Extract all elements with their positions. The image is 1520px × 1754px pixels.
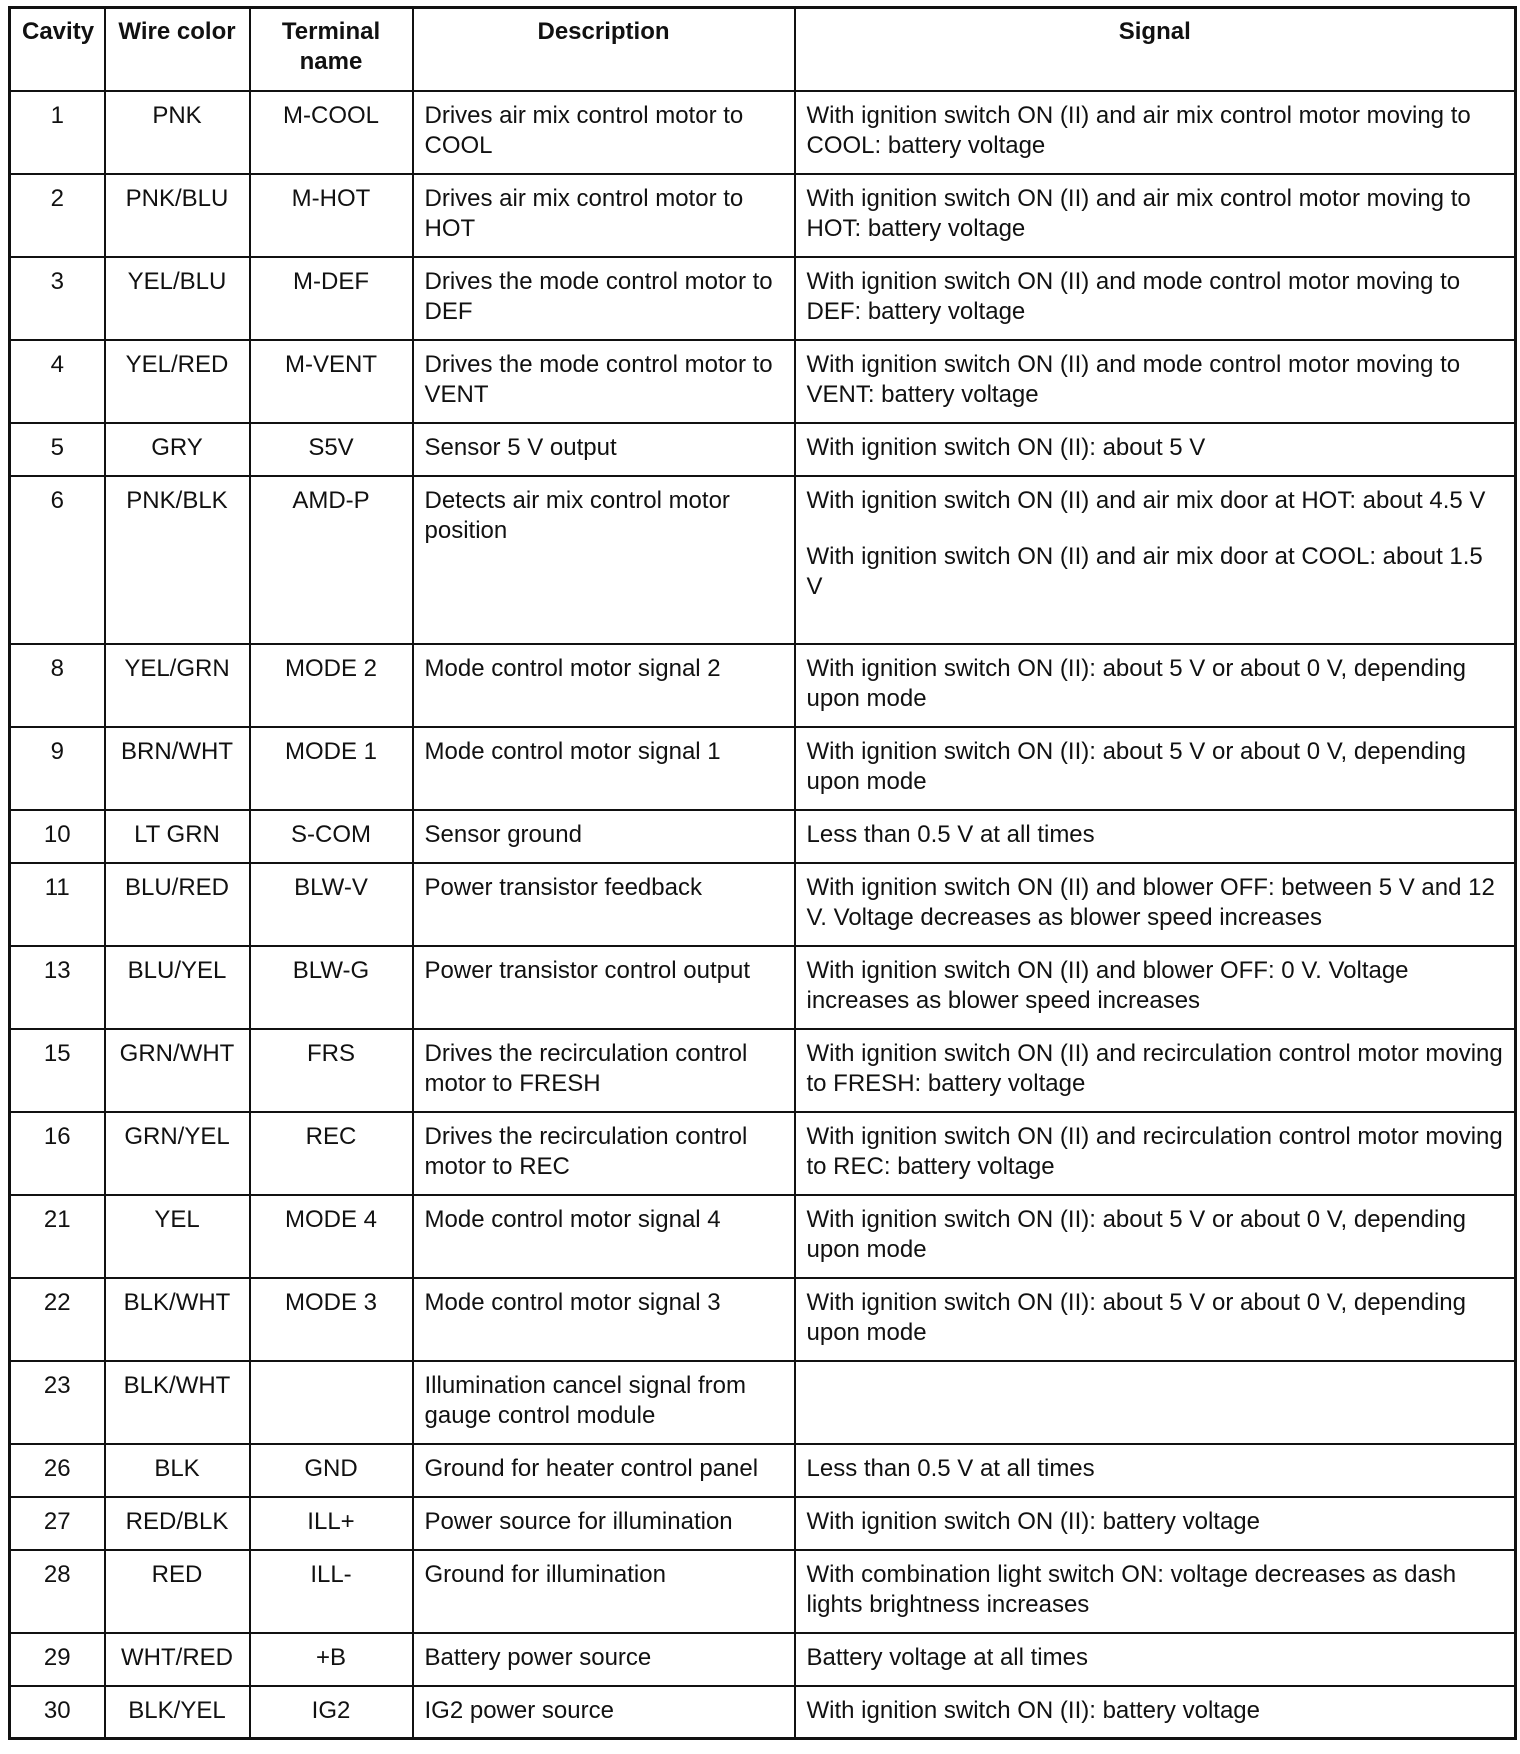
signal-text: With ignition switch ON (II): about 5 V or about 0 V, depending upon mode	[806, 654, 1466, 712]
signal-cell	[795, 1550, 1516, 1633]
signal-cell	[795, 1112, 1516, 1195]
signal-text: With ignition switch ON (II) and air mix door at HOT: about 4.5 V	[806, 486, 1486, 514]
wire-color-cell: RED	[105, 1550, 250, 1633]
terminal-name-cell: BLW-V	[250, 863, 413, 946]
description-cell: Drives the mode control motor to VENT	[413, 340, 795, 423]
cavity-cell: 1	[10, 91, 105, 174]
signal-text: With ignition switch ON (II): about 5 V or about 0 V, depending upon mode	[806, 1205, 1466, 1263]
signal-text: Less than 0.5 V at all times	[806, 820, 1095, 848]
header-wire-color: Wire color	[105, 8, 250, 91]
signal-text: With ignition switch ON (II): about 5 V	[806, 433, 1206, 461]
wire-color-cell: GRN/YEL	[105, 1112, 250, 1195]
cavity-cell: 29	[10, 1633, 105, 1686]
wire-color-cell: GRN/WHT	[105, 1029, 250, 1112]
terminal-name-cell: AMD-P	[250, 476, 413, 644]
signal-text: With ignition switch ON (II): about 5 V or about 0 V, depending upon mode	[806, 737, 1466, 795]
table-row	[10, 174, 1516, 257]
table-row	[10, 1497, 1516, 1550]
wire-color-cell: YEL	[105, 1195, 250, 1278]
description-cell: Ground for illumination	[413, 1550, 795, 1633]
terminal-name-cell: MODE 2	[250, 644, 413, 727]
cavity-cell: 10	[10, 810, 105, 863]
cavity-cell: 8	[10, 644, 105, 727]
wire-color-cell: BLK/WHT	[105, 1278, 250, 1361]
terminal-name-cell: IG2	[250, 1686, 413, 1739]
signal-text: With ignition switch ON (II) and mode control motor moving to DEF: battery voltage	[806, 267, 1461, 325]
description-cell: Power transistor control output	[413, 946, 795, 1029]
header-description: Description	[413, 8, 795, 91]
table-row	[10, 863, 1516, 946]
wire-color-cell: BLK/YEL	[105, 1686, 250, 1739]
signal-cell	[795, 946, 1516, 1029]
cavity-cell: 30	[10, 1686, 105, 1739]
signal-cell	[795, 1633, 1516, 1686]
table-row	[10, 340, 1516, 423]
signal-cell	[795, 1444, 1516, 1497]
signal-text: With ignition switch ON (II) and blower OFF: between 5 V and 12 V. Voltage decreases as blower speed increases	[806, 873, 1495, 931]
signal-text: With ignition switch ON (II): battery voltage	[806, 1696, 1260, 1724]
terminal-name-cell: MODE 1	[250, 727, 413, 810]
wire-color-cell: YEL/RED	[105, 340, 250, 423]
wire-color-cell: PNK/BLK	[105, 476, 250, 644]
description-cell: IG2 power source	[413, 1686, 795, 1739]
signal-text: With ignition switch ON (II) and air mix control motor moving to COOL: battery voltage	[806, 101, 1471, 159]
terminal-name-cell: M-COOL	[250, 91, 413, 174]
description-cell: Drives the mode control motor to DEF	[413, 257, 795, 340]
wire-color-cell: YEL/BLU	[105, 257, 250, 340]
table-row	[10, 1686, 1516, 1739]
wire-color-cell: YEL/GRN	[105, 644, 250, 727]
wire-color-cell: WHT/RED	[105, 1633, 250, 1686]
table-row	[10, 257, 1516, 340]
signal-cell	[795, 91, 1516, 174]
cavity-cell: 11	[10, 863, 105, 946]
cavity-cell: 3	[10, 257, 105, 340]
table-row	[10, 1029, 1516, 1112]
table-body	[10, 91, 1516, 1739]
cavity-cell: 15	[10, 1029, 105, 1112]
table-row	[10, 1361, 1516, 1444]
table-row	[10, 423, 1516, 476]
signal-cell	[795, 1361, 1516, 1444]
signal-text: Less than 0.5 V at all times	[806, 1454, 1095, 1482]
signal-cell	[795, 644, 1516, 727]
cavity-cell: 9	[10, 727, 105, 810]
description-cell: Mode control motor signal 3	[413, 1278, 795, 1361]
table-row	[10, 1550, 1516, 1633]
table-row	[10, 476, 1516, 644]
description-cell: Sensor ground	[413, 810, 795, 863]
signal-text: With ignition switch ON (II): about 5 V or about 0 V, depending upon mode	[806, 1288, 1466, 1346]
signal-cell	[795, 423, 1516, 476]
cavity-cell: 28	[10, 1550, 105, 1633]
terminal-name-cell	[250, 1361, 413, 1444]
signal-text: With ignition switch ON (II): battery voltage	[806, 1507, 1260, 1535]
signal-cell	[795, 1686, 1516, 1739]
terminal-name-cell: MODE 4	[250, 1195, 413, 1278]
cavity-cell: 26	[10, 1444, 105, 1497]
signal-text: With ignition switch ON (II) and mode control motor moving to VENT: battery voltage	[806, 350, 1461, 408]
wire-color-cell: PNK/BLU	[105, 174, 250, 257]
signal-text: With ignition switch ON (II) and blower OFF: 0 V. Voltage increases as blower speed increases	[806, 956, 1409, 1014]
terminal-name-cell: FRS	[250, 1029, 413, 1112]
table-row	[10, 1112, 1516, 1195]
table-row	[10, 1278, 1516, 1361]
terminal-name-cell: M-HOT	[250, 174, 413, 257]
terminal-name-cell: ILL-	[250, 1550, 413, 1633]
table-row	[10, 1633, 1516, 1686]
table-row	[10, 644, 1516, 727]
table-row	[10, 1195, 1516, 1278]
cavity-cell: 6	[10, 476, 105, 644]
terminal-name-cell: BLW-G	[250, 946, 413, 1029]
terminal-name-cell: ILL+	[250, 1497, 413, 1550]
cavity-cell: 23	[10, 1361, 105, 1444]
signal-text: With ignition switch ON (II) and recirculation control motor moving to REC: battery voltage	[806, 1122, 1503, 1180]
cavity-cell: 5	[10, 423, 105, 476]
wire-color-cell: BLU/YEL	[105, 946, 250, 1029]
wire-color-cell: BLK/WHT	[105, 1361, 250, 1444]
description-cell: Mode control motor signal 4	[413, 1195, 795, 1278]
wire-color-cell: BLK	[105, 1444, 250, 1497]
table-row	[10, 91, 1516, 174]
description-cell: Drives the recirculation control motor to REC	[413, 1112, 795, 1195]
connector-pinout-table	[8, 6, 1517, 1740]
table-row	[10, 1444, 1516, 1497]
wire-color-cell: BRN/WHT	[105, 727, 250, 810]
signal-cell	[795, 1195, 1516, 1278]
signal-text: With ignition switch ON (II) and air mix door at COOL: about 1.5 V	[806, 542, 1483, 600]
cavity-cell: 13	[10, 946, 105, 1029]
signal-cell	[795, 1029, 1516, 1112]
terminal-name-cell: REC	[250, 1112, 413, 1195]
cavity-cell: 22	[10, 1278, 105, 1361]
description-cell: Drives the recirculation control motor to FRESH	[413, 1029, 795, 1112]
wire-color-cell: GRY	[105, 423, 250, 476]
description-cell: Power source for illumination	[413, 1497, 795, 1550]
cavity-cell: 21	[10, 1195, 105, 1278]
signal-cell	[795, 863, 1516, 946]
cavity-cell: 27	[10, 1497, 105, 1550]
cavity-cell: 2	[10, 174, 105, 257]
signal-cell	[795, 257, 1516, 340]
signal-text: With ignition switch ON (II) and recirculation control motor moving to FRESH: battery voltage	[806, 1039, 1503, 1097]
description-cell: Sensor 5 V output	[413, 423, 795, 476]
signal-cell	[795, 476, 1516, 644]
terminal-name-cell: +B	[250, 1633, 413, 1686]
description-cell: Drives air mix control motor to COOL	[413, 91, 795, 174]
header-terminal-name: Terminal name	[250, 8, 413, 91]
terminal-name-cell: M-VENT	[250, 340, 413, 423]
wire-color-cell: RED/BLK	[105, 1497, 250, 1550]
table-header-row	[10, 8, 1516, 91]
table-row	[10, 946, 1516, 1029]
description-cell: Ground for heater control panel	[413, 1444, 795, 1497]
description-cell: Drives air mix control motor to HOT	[413, 174, 795, 257]
terminal-name-cell: MODE 3	[250, 1278, 413, 1361]
terminal-name-cell: S-COM	[250, 810, 413, 863]
signal-text: With combination light switch ON: voltage decreases as dash lights brightness increases	[806, 1560, 1457, 1618]
signal-cell	[795, 810, 1516, 863]
description-cell: Power transistor feedback	[413, 863, 795, 946]
signal-text: Battery voltage at all times	[806, 1643, 1088, 1671]
header-cavity: Cavity	[10, 8, 105, 91]
wire-color-cell: LT GRN	[105, 810, 250, 863]
signal-cell	[795, 1278, 1516, 1361]
cavity-cell: 16	[10, 1112, 105, 1195]
signal-cell	[795, 174, 1516, 257]
signal-text: With ignition switch ON (II) and air mix control motor moving to HOT: battery voltage	[806, 184, 1471, 242]
table-row	[10, 810, 1516, 863]
cavity-cell: 4	[10, 340, 105, 423]
header-signal: Signal	[795, 8, 1516, 91]
terminal-name-cell: S5V	[250, 423, 413, 476]
description-cell: Battery power source	[413, 1633, 795, 1686]
description-cell: Mode control motor signal 1	[413, 727, 795, 810]
description-cell: Illumination cancel signal from gauge control module	[413, 1361, 795, 1444]
signal-cell	[795, 727, 1516, 810]
wire-color-cell: PNK	[105, 91, 250, 174]
description-cell: Mode control motor signal 2	[413, 644, 795, 727]
terminal-name-cell: M-DEF	[250, 257, 413, 340]
signal-cell	[795, 340, 1516, 423]
wire-color-cell: BLU/RED	[105, 863, 250, 946]
terminal-name-cell: GND	[250, 1444, 413, 1497]
table-row	[10, 727, 1516, 810]
description-cell: Detects air mix control motor position	[413, 476, 795, 644]
signal-cell	[795, 1497, 1516, 1550]
